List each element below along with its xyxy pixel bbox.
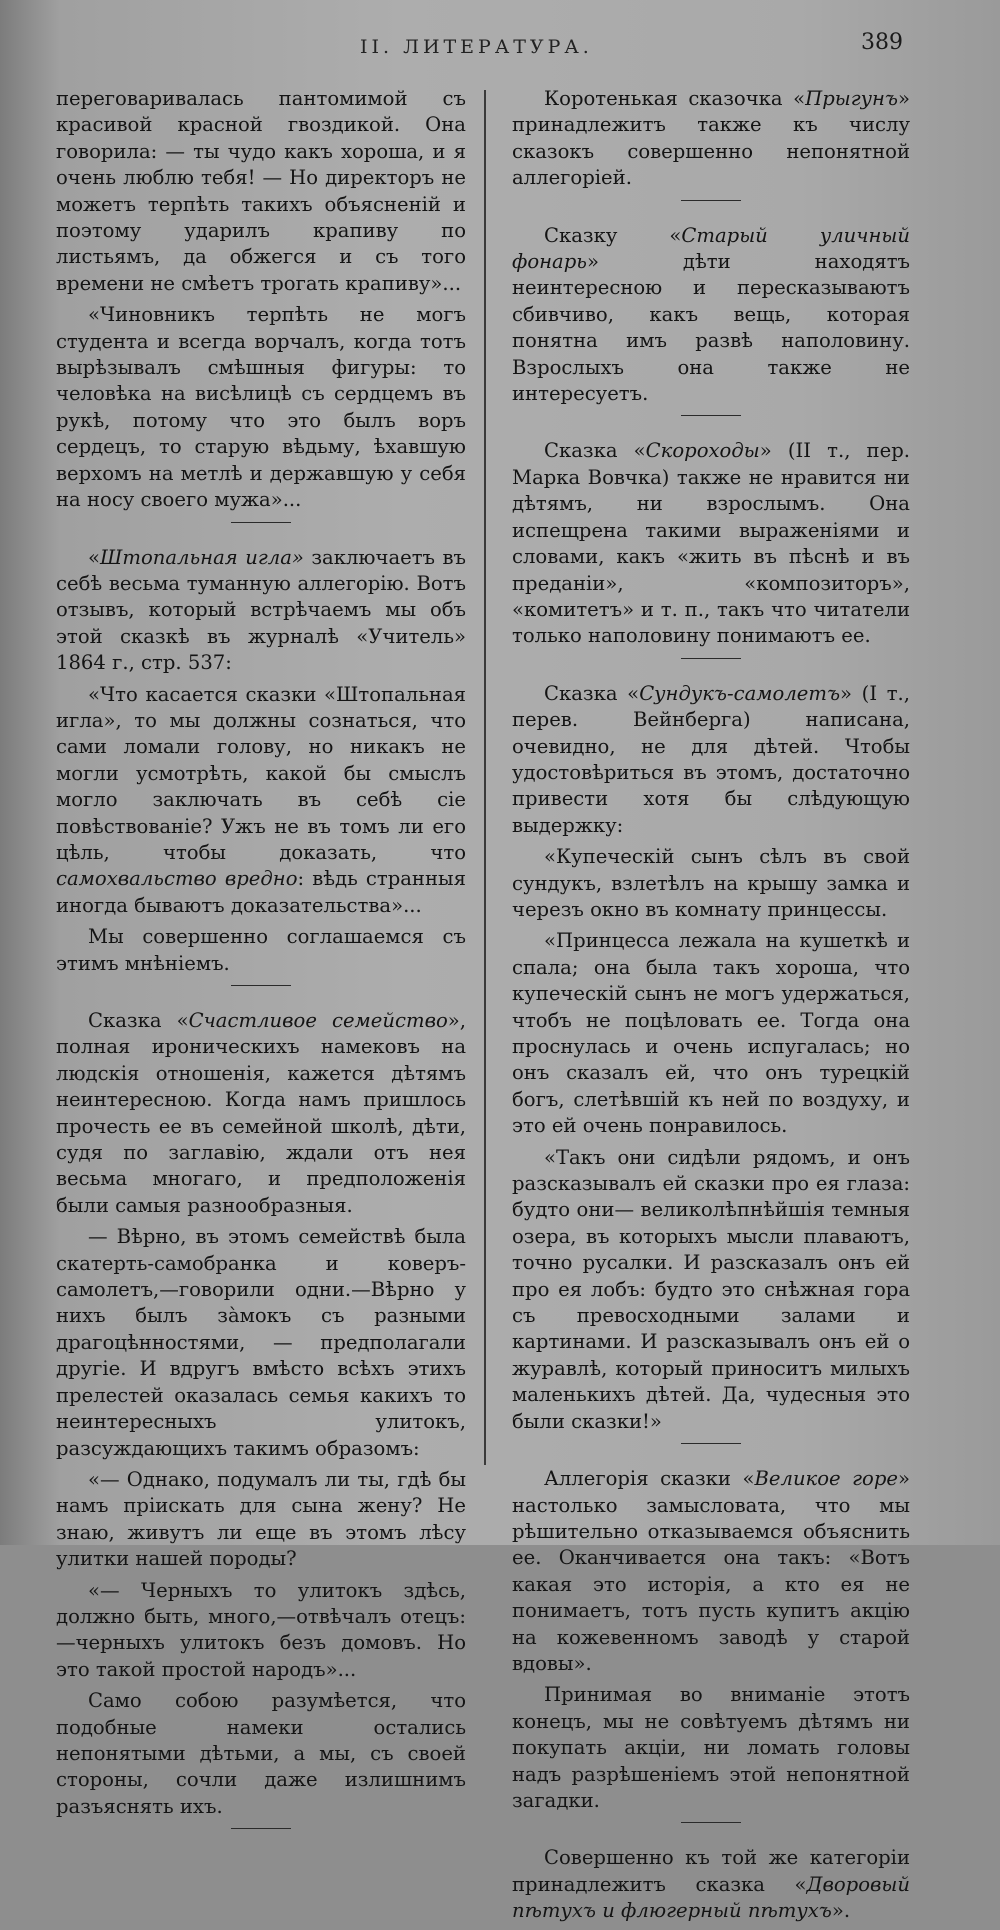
quote-paragraph: «Купеческій сынъ сѣлъ въ свой сундукъ, взлетѣлъ на крышу замка и черезъ окно въ комнату принцессы. <box>512 845 910 921</box>
paragraph <box>512 438 910 649</box>
story-title: Прыгунъ <box>805 87 898 110</box>
text-fragment: Сказка « <box>544 439 646 463</box>
text-fragment: » (II т., пер. Марка Вовчка) также не нравится ни дѣтямъ, ни взрослымъ. Она испещрена такими выраженіями и словами, какъ «жить въ пѣснѣ и въ преданіи», «композиторъ», «комитетъ» и т. п., такъ что читатели только наполовину понимаютъ ее. <box>512 439 910 648</box>
paragraph: — Вѣрно, въ этомъ семействѣ была скатерть-самобранка и коверъ-самолетъ,—говорили одни.—Вѣрно у нихъ былъ за̀мокъ съ разными драгоцѣнностями, — предполагали другіе. И вдругъ вмѣсто всѣхъ этихъ прелестей оказалась семья какихъ то неинтересныхъ улитокъ, разсуждающихъ такимъ образомъ: <box>56 1225 466 1460</box>
story-title: Скороходы <box>645 439 760 463</box>
section-divider <box>681 200 741 201</box>
text-fragment: » (I т., перев. Вейнберга) написана, очевидно, не для дѣтей. Чтобы удостовѣриться въ этомъ, достаточно привести хотя бы слѣдующую выдержку: <box>512 681 910 837</box>
section-divider <box>681 1822 741 1823</box>
text-fragment: » настолько замысловата, что мы рѣшительно отказываемся объяснить ее. Оканчивается она такъ: «Вотъ какая это исторія, а кто ея не понимаетъ, тотъ пусть купитъ акцію на кожевенномъ заводѣ у старой вдовы». <box>512 1467 910 1675</box>
story-title: Великое горе <box>754 1467 898 1491</box>
paragraph: Принимая во вниманіе этотъ конецъ, мы не совѣтуемъ дѣтямъ ни покупать акціи, ни ломать головы надъ разрѣшеніемъ этой непонятной загадки. <box>512 1683 910 1812</box>
section-divider <box>231 985 291 986</box>
left-column <box>56 86 466 1851</box>
paragraph <box>56 1008 466 1219</box>
text-fragment: ». <box>831 1899 851 1923</box>
page-number: 389 <box>861 30 903 55</box>
paragraph: Мы совершенно соглашаемся съ этимъ мнѣніемъ. <box>56 925 466 975</box>
text-fragment: Сказка « <box>88 1009 189 1032</box>
quote-paragraph: «— Однако, подумалъ ли ты, гдѣ бы намъ пріискать для сына жену? Не знаю, живутъ ли еще въ этомъ лѣсу улитки нашей породы? <box>56 1467 466 1571</box>
story-title: Старый уличный фонарь <box>512 223 910 274</box>
quote-paragraph: «— Черныхъ то улитокъ здѣсь, должно быть, много,—отвѣчалъ отецъ:—черныхъ улитокъ безъ домовъ. Но это такой простой народъ»... <box>56 1578 466 1681</box>
paragraph <box>512 681 910 839</box>
text-fragment: Сказка « <box>544 681 640 705</box>
text-fragment: Совершенно къ той же категоріи принадлежитъ сказка « <box>512 1846 910 1896</box>
paragraph <box>512 1845 910 1924</box>
paragraph: Само собою разумѣется, что подобные намеки остались непонятыми дѣтьми, а мы, съ своей стороны, сочли даже излишнимъ разъяснять ихъ. <box>56 1689 466 1818</box>
text-fragment: заключаетъ въ себѣ весьма туманную аллегорію. Вотъ отзывъ, который встрѣчаемъ мы объ этой сказкѣ въ журналѣ «Учитель» 1864 г., стр. 537: <box>56 545 466 675</box>
paragraph: переговаривалась пантомимой съ красивой красной гвоздикой. Она говорила: — ты чудо какъ хороша, и я очень люблю тебя! — Но директоръ не можетъ терпѣть такихъ объясненій и поэтому ударилъ крапиву по листьямъ, да обжегся и съ того времени не смѣетъ трогать крапиву»... <box>56 87 466 295</box>
section-divider <box>231 522 291 523</box>
text-fragment: » принадлежитъ также къ числу сказокъ совершенно непонятной аллегоріей. <box>512 87 910 190</box>
paragraph <box>512 86 910 192</box>
quote-paragraph: «Такъ они сидѣли рядомъ, и онъ разсказывалъ ей сказки про ея глаза: будто они— великолѣпнѣйшія темныя озера, въ которыхъ мысли плаваютъ, точно русалки. И разсказалъ онъ ей про ея лобъ: будто это снѣжная гора съ превосходными залами и картинами. И разсказывалъ онъ ей о журавлѣ, который приноситъ милыхъ маленькихъ дѣтей. Да, чудесныя это были сказки!» <box>512 1145 910 1433</box>
text-fragment: Аллегорія сказки « <box>544 1467 755 1491</box>
section-divider <box>681 658 741 659</box>
quote-paragraph: «Принцесса лежала на кушеткѣ и спала; она была такъ хороша, что купеческій сынъ не могъ удержаться, чтобъ не поцѣловать ее. Тогда она проснулась и очень испугалась; но онъ сказалъ ей, что онъ турецкій богъ, слетѣвшій къ ней по воздуху, и это ей очень понравилось. <box>512 929 910 1138</box>
story-title: Дворовый пѣтухъ и флюгерный пѣтухъ <box>512 1872 910 1923</box>
text-fragment: : вѣдь странныя иногда бываютъ доказательства»... <box>56 867 466 917</box>
story-title: Штопальная игла» <box>100 545 304 569</box>
right-column <box>512 86 910 1930</box>
paragraph: «Чиновникъ терпѣть не могъ студента и всегда ворчалъ, когда тотъ вырѣзывалъ смѣшныя фигуры: то человѣка на висѣлицѣ съ сердцемъ въ рукѣ, потому что это былъ воръ сердецъ, то старую вѣдьму, ѣхавшую верхомъ на метлѣ и державшую у себя на носу своего мужа»... <box>56 303 466 512</box>
story-title: Счастливое семейство <box>188 1009 448 1032</box>
section-divider <box>681 1443 741 1444</box>
text-fragment: « <box>88 545 100 569</box>
text-fragment: Сказку « <box>544 223 682 247</box>
emphasis: самохвальство вредно <box>56 867 298 891</box>
paragraph <box>512 223 910 408</box>
running-head: II. ЛИТЕРАТУРА. <box>360 36 593 58</box>
quote-paragraph <box>56 682 466 920</box>
column-divider <box>484 90 486 1465</box>
story-title: Сундукъ-самолетъ <box>639 681 841 705</box>
text-fragment: «Что касается сказки «Штопальная игла», то мы должны сознаться, что сами ломали голову, но никакъ не могли усмотрѣть, какой бы смыслъ могло заключать въ себѣ сіе повѣствованіе? Ужъ не въ томъ ли его цѣль, чтобы доказать, что <box>56 682 466 864</box>
text-fragment: », полная ироническихъ намековъ на людскія отношенія, кажется дѣтямъ неинтересною. Когда намъ пришлось прочесть ее въ семейной школѣ, дѣти, судя по заглавію, ждали отъ нея весьма многаго, и предположенія были самыя разнообразныя. <box>56 1009 466 1217</box>
paragraph <box>512 1466 910 1677</box>
section-divider <box>681 415 741 416</box>
text-fragment: Коротенькая сказочка « <box>544 87 806 110</box>
paragraph <box>56 545 466 677</box>
section-divider <box>231 1828 291 1829</box>
text-fragment: » дѣти находятъ неинтересною и пересказываютъ сбивчиво, какъ вещь, которая понятна имъ развѣ наполовину. Взрослыхъ она также не интересуетъ. <box>512 250 910 406</box>
